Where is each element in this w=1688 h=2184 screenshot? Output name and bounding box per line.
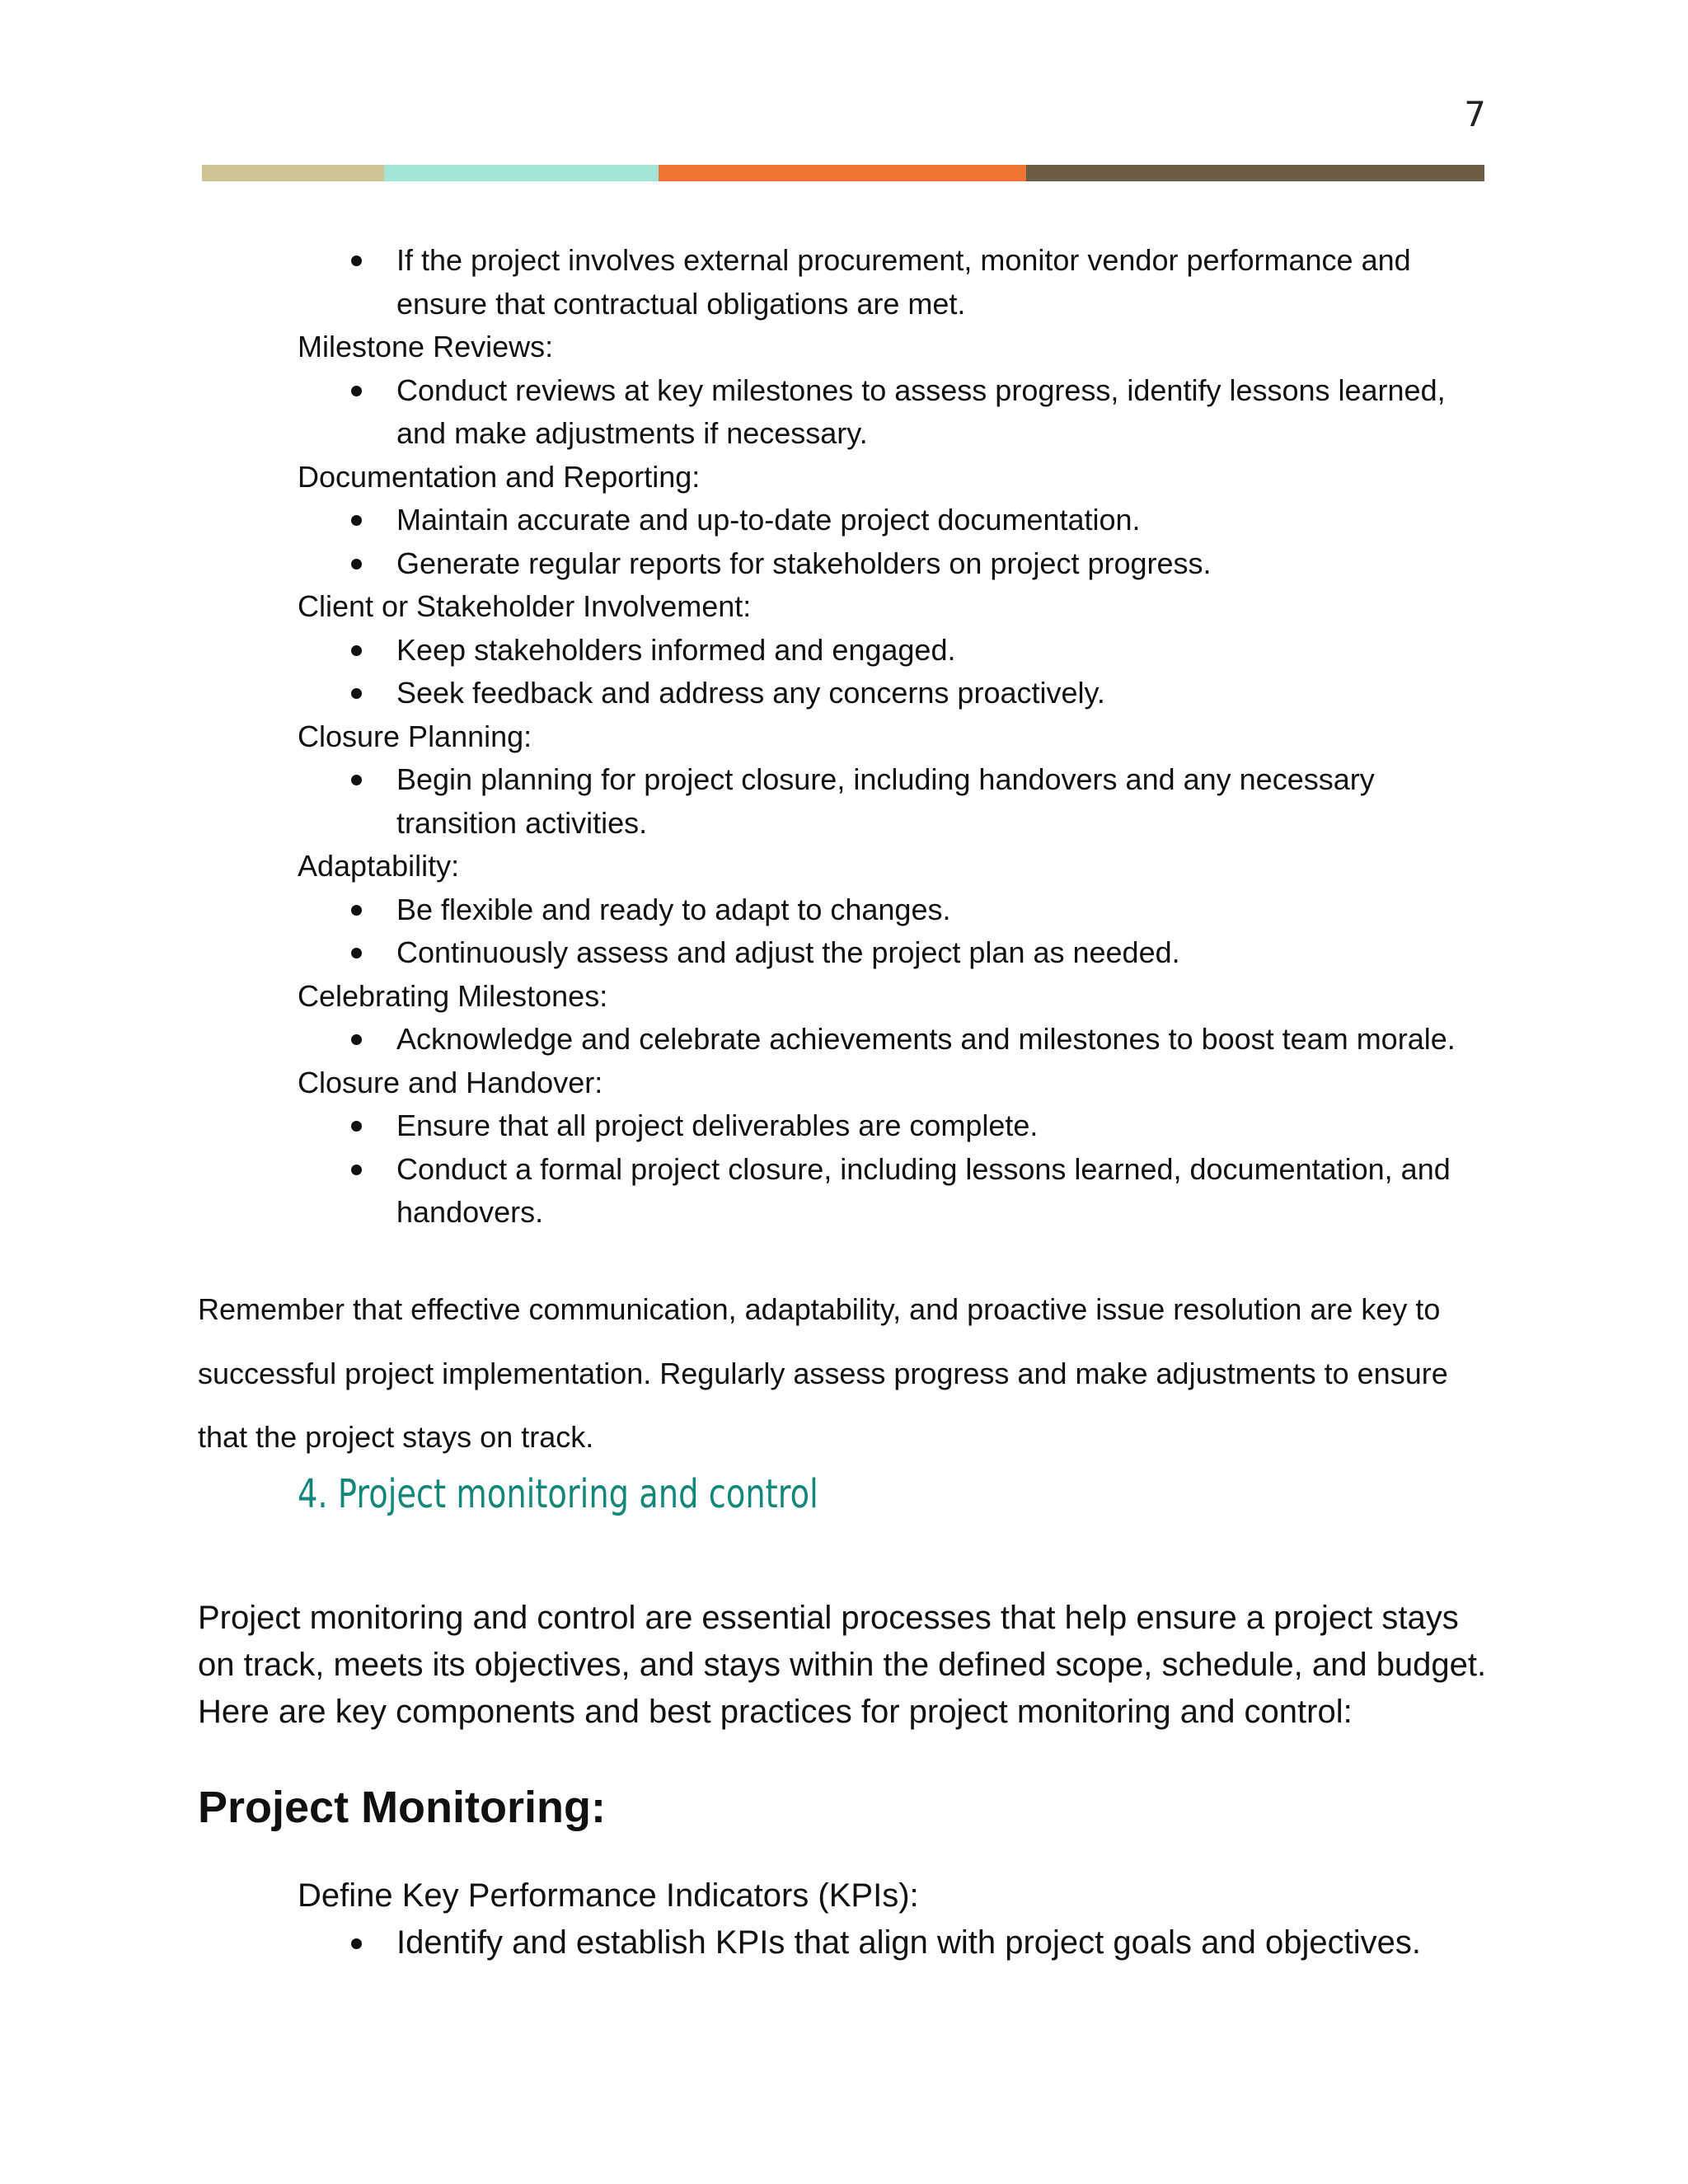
group-title-kpis: Define Key Performance Indicators (KPIs): — [298, 1877, 919, 1914]
list-item: Keep stakeholders informed and engaged. — [202, 629, 1488, 673]
intro-paragraph: Project monitoring and control are essential processes that help ensure a project stays on track, meets its objectives, and stays within the defined scope, schedule, and budget. Here are key components and best practices for project monitoring and control: — [198, 1600, 1487, 1730]
list-item: Begin planning for project closure, including handovers and any necessary transition activities. — [202, 758, 1488, 845]
list-item: Maintain accurate and up-to-date project documentation. — [202, 499, 1488, 542]
list-item: Ensure that all project deliverables are complete. — [202, 1104, 1488, 1148]
bullet-list — [202, 499, 1488, 585]
page-number: 7 — [1464, 94, 1486, 134]
color-bar-segment — [202, 165, 384, 181]
group-title-adaptability: Adaptability: — [298, 849, 460, 883]
group-title-closure-planning: Closure Planning: — [298, 719, 532, 753]
color-bar-segment — [384, 165, 659, 181]
group-title-stakeholder-involvement: Client or Stakeholder Involvement: — [298, 589, 752, 623]
bullet-list — [202, 369, 1488, 456]
list-item: If the project involves external procurement, monitor vendor performance and ensure that contractual obligations are met. — [202, 239, 1488, 326]
group-title-closure-handover: Closure and Handover: — [298, 1065, 603, 1099]
bullet-list — [202, 1018, 1488, 1062]
list-item: Acknowledge and celebrate achievements and milestones to boost team morale. — [202, 1018, 1488, 1062]
header-color-bar — [202, 165, 1484, 181]
bullet-list — [202, 239, 1488, 326]
bullet-list — [202, 758, 1488, 845]
list-item: Continuously assess and adjust the project plan as needed. — [202, 931, 1488, 975]
list-item: Be flexible and ready to adapt to changes. — [202, 888, 1488, 932]
group-title-milestone-reviews: Milestone Reviews: — [298, 330, 554, 363]
list-item: Identify and establish KPIs that align with project goals and objectives. — [202, 1919, 1488, 1966]
bullet-list — [202, 629, 1488, 715]
list-item: Conduct reviews at key milestones to assess progress, identify lessons learned, and make adjustments if necessary. — [202, 369, 1488, 456]
bullet-list — [202, 1104, 1488, 1235]
list-item: Conduct a formal project closure, including lessons learned, documentation, and handovers. — [202, 1148, 1488, 1235]
list-item: Seek feedback and address any concerns proactively. — [202, 672, 1488, 715]
group-title-celebrating-milestones: Celebrating Milestones: — [298, 978, 608, 1013]
activity-outline — [202, 239, 1488, 1235]
remember-paragraph: Remember that effective communication, adaptability, and proactive issue resolution are key to successful project implementation. Regularly assess progress and make adjustments to ensure that the project stays on track. — [198, 1292, 1448, 1454]
bullet-list — [202, 1919, 1488, 1966]
subheading-project-monitoring: Project Monitoring: — [198, 1783, 606, 1832]
section-heading: 4. Project monitoring and control — [298, 1471, 818, 1517]
bullet-list — [202, 888, 1488, 975]
group-title-documentation-reporting: Documentation and Reporting: — [298, 459, 701, 494]
list-item: Generate regular reports for stakeholders on project progress. — [202, 542, 1488, 586]
color-bar-segment — [1026, 165, 1484, 181]
color-bar-segment — [659, 165, 1026, 181]
kpi-group — [202, 1872, 1488, 1966]
